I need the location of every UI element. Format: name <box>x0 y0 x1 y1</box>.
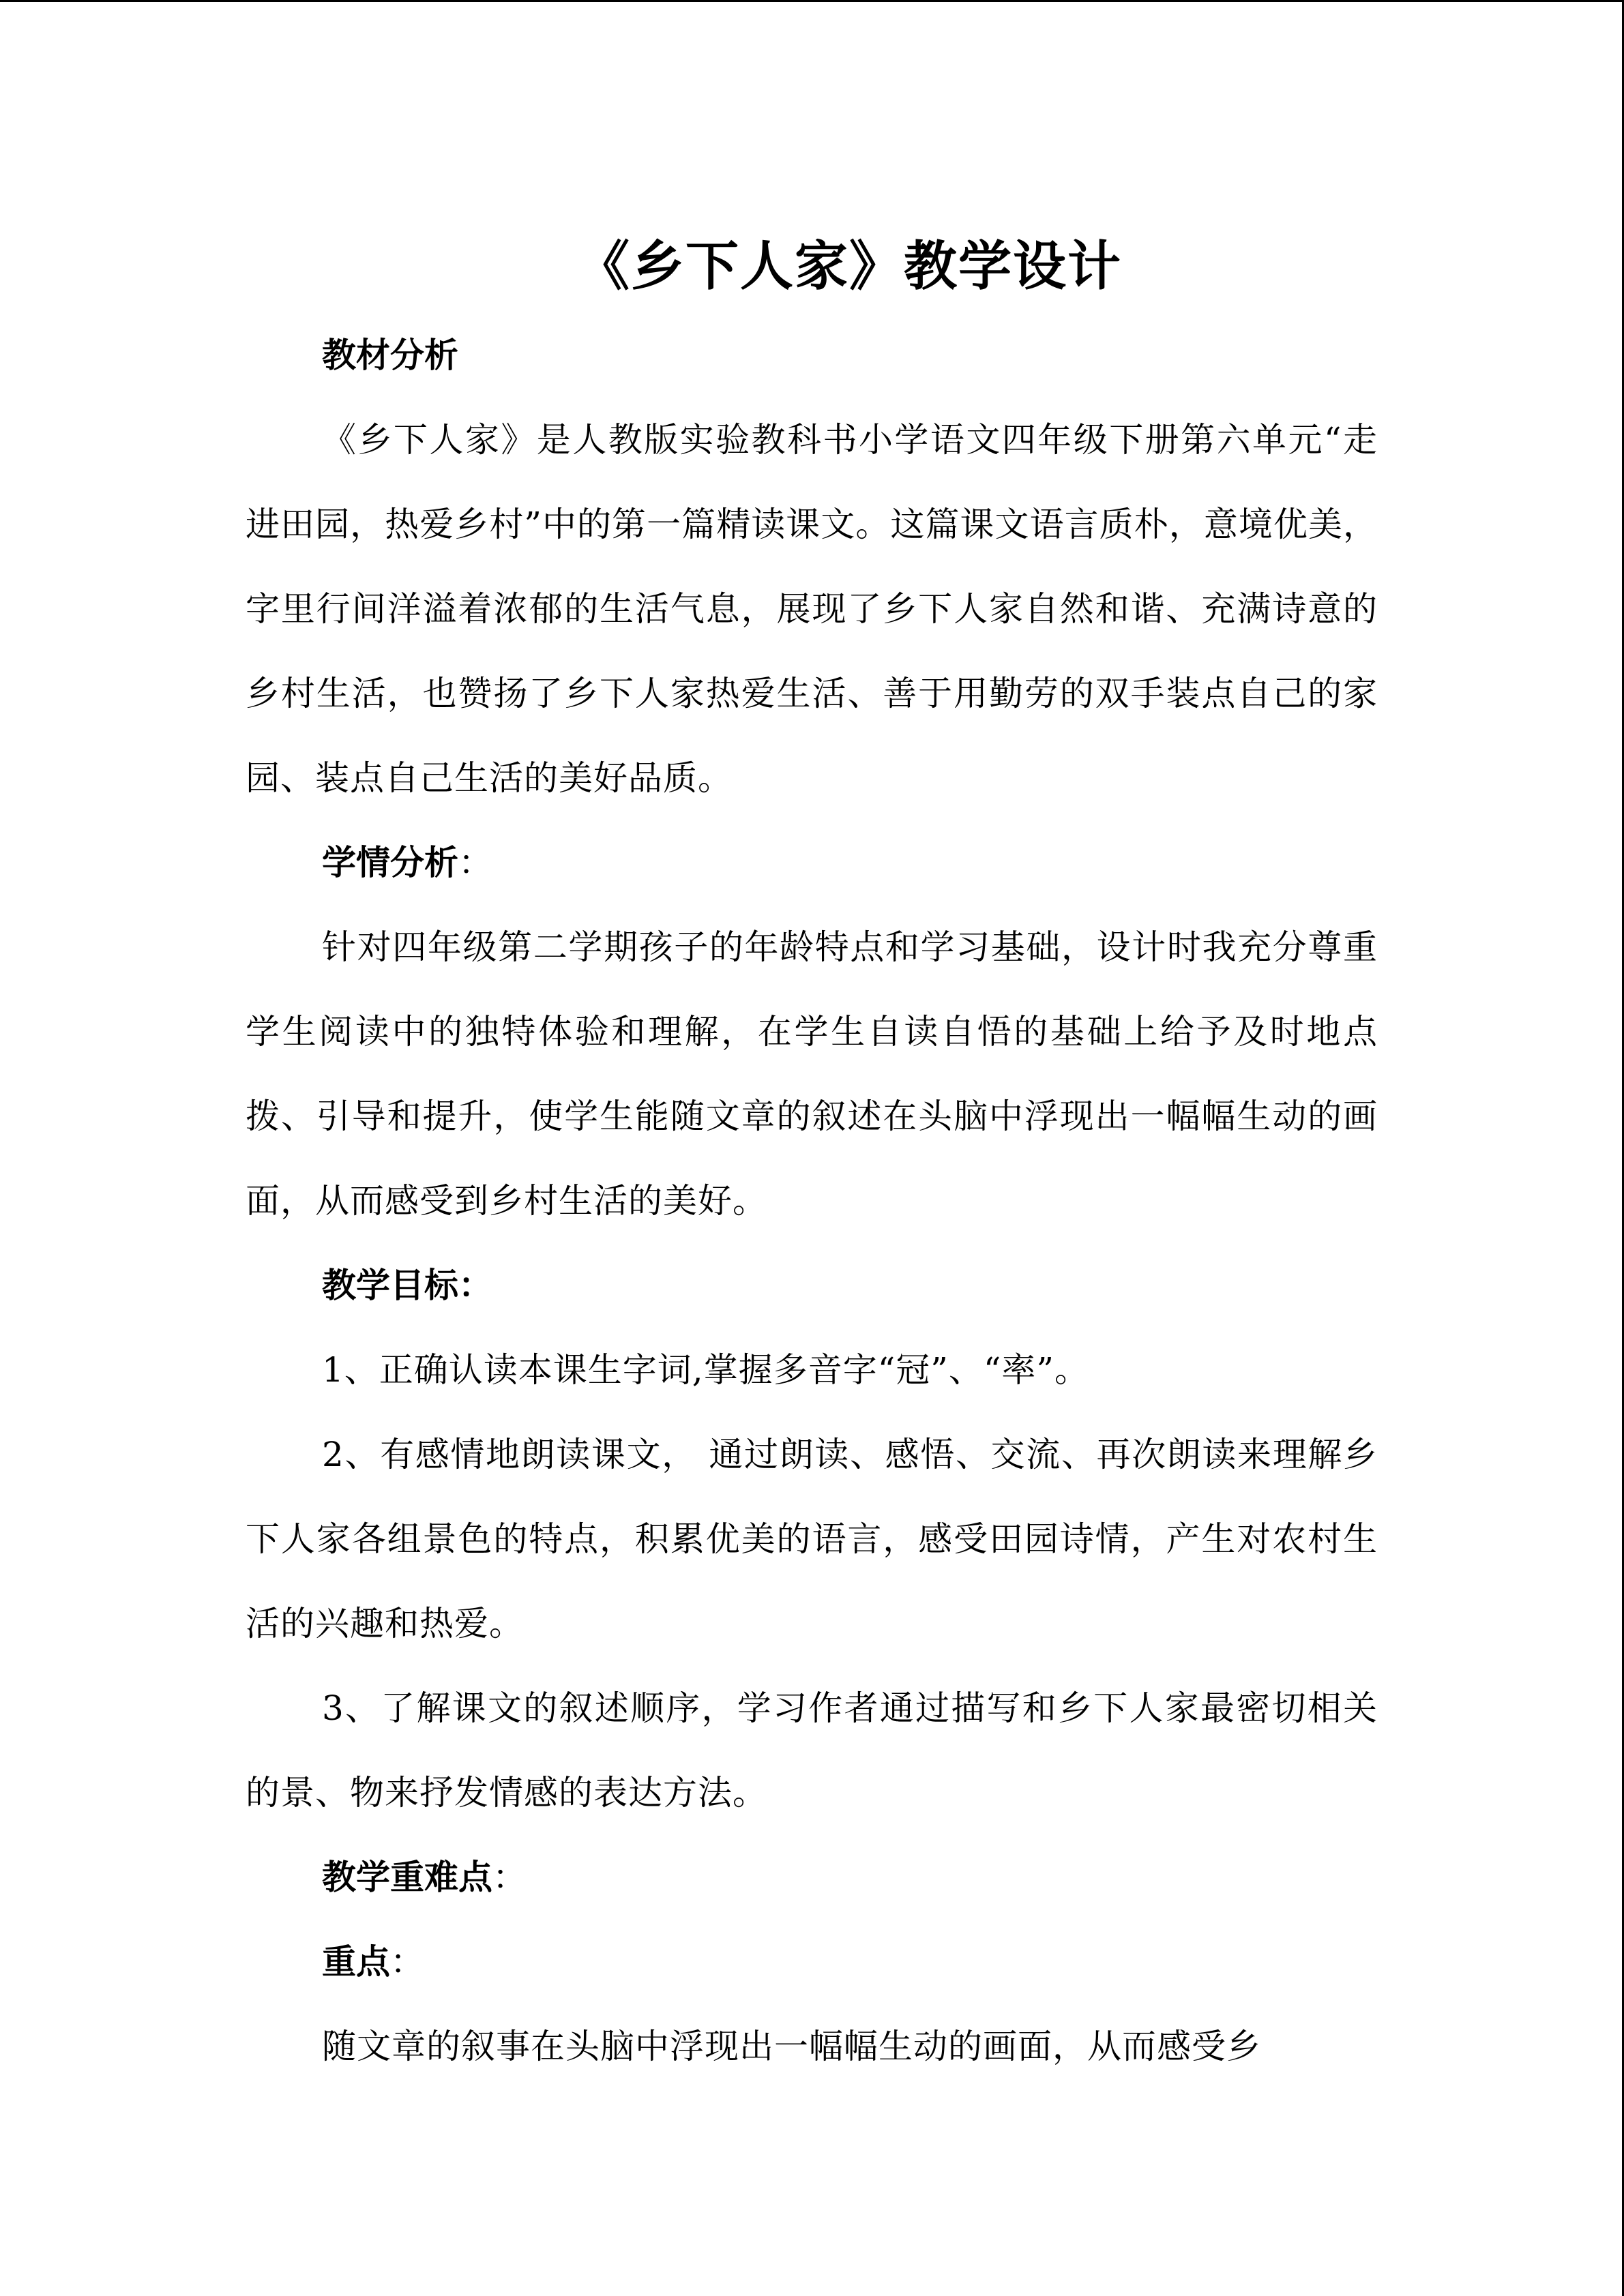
goal-item-1: 1、正确认读本课生字词,掌握多音字“冠”、“率”。 <box>322 1350 1089 1390</box>
section-heading-key-point <box>246 1920 1378 2004</box>
section-heading-student-analysis <box>246 820 1378 905</box>
document-title: 《乡下人家》教学设计 <box>576 236 1122 297</box>
section-heading-textbook-analysis <box>246 313 1378 398</box>
goal-item-2: 2、有感情地朗读课文， 通过朗读、感悟、交流、再次朗读来理解乡下人家各组景色的特点，积累优美的语言，感受田园诗情，产生对农村生活的兴趣和热爱。 <box>246 1435 1378 1643</box>
paragraph-textbook-analysis: 《乡下人家》是人教版实验教科书小学语文四年级下册第六单元“走进田园，热爱乡村”中的第一篇精读课文。这篇课文语言质朴，意境优美，字里行间洋溢着浓郁的生活气息，展现了乡下人家自然和谐、充满诗意的乡村生活，也赞扬了乡下人家热爱生活、善于用勤劳的双手装点自己的家园、装点自己生活的美好品质。 <box>246 420 1378 798</box>
heading-text: 重点 <box>322 1942 390 1982</box>
section-heading-teaching-goals <box>246 1243 1378 1328</box>
heading-text: 教学目标： <box>322 1266 492 1305</box>
heading-colon: ： <box>390 1942 424 1982</box>
goal-item-3: 3、了解课文的叙述顺序，学习作者通过描写和乡下人家最密切相关的景、物来抒发情感的表达方法。 <box>246 1688 1378 1813</box>
paragraph-key-point: 随文章的叙事在头脑中浮现出一幅幅生动的画面，从而感受乡 <box>322 2027 1261 2066</box>
paragraph-student-analysis: 针对四年级第二学期孩子的年龄特点和学习基础，设计时我充分尊重学生阅读中的独特体验和理解，在学生自读自悟的基础上给予及时地点拨、引导和提升，使学生能随文章的叙述在头脑中浮现出一幅幅生动的画面，从而感受到乡村生活的美好。 <box>246 927 1378 1221</box>
heading-colon: ： <box>458 843 492 882</box>
heading-text: 学情分析 <box>322 843 458 882</box>
heading-text: 教材分析 <box>322 336 458 375</box>
document-content <box>246 220 1378 2089</box>
heading-text: 教学重难点 <box>322 1858 492 1897</box>
section-heading-key-difficult-points <box>246 1835 1378 1920</box>
heading-colon: ： <box>492 1858 527 1897</box>
